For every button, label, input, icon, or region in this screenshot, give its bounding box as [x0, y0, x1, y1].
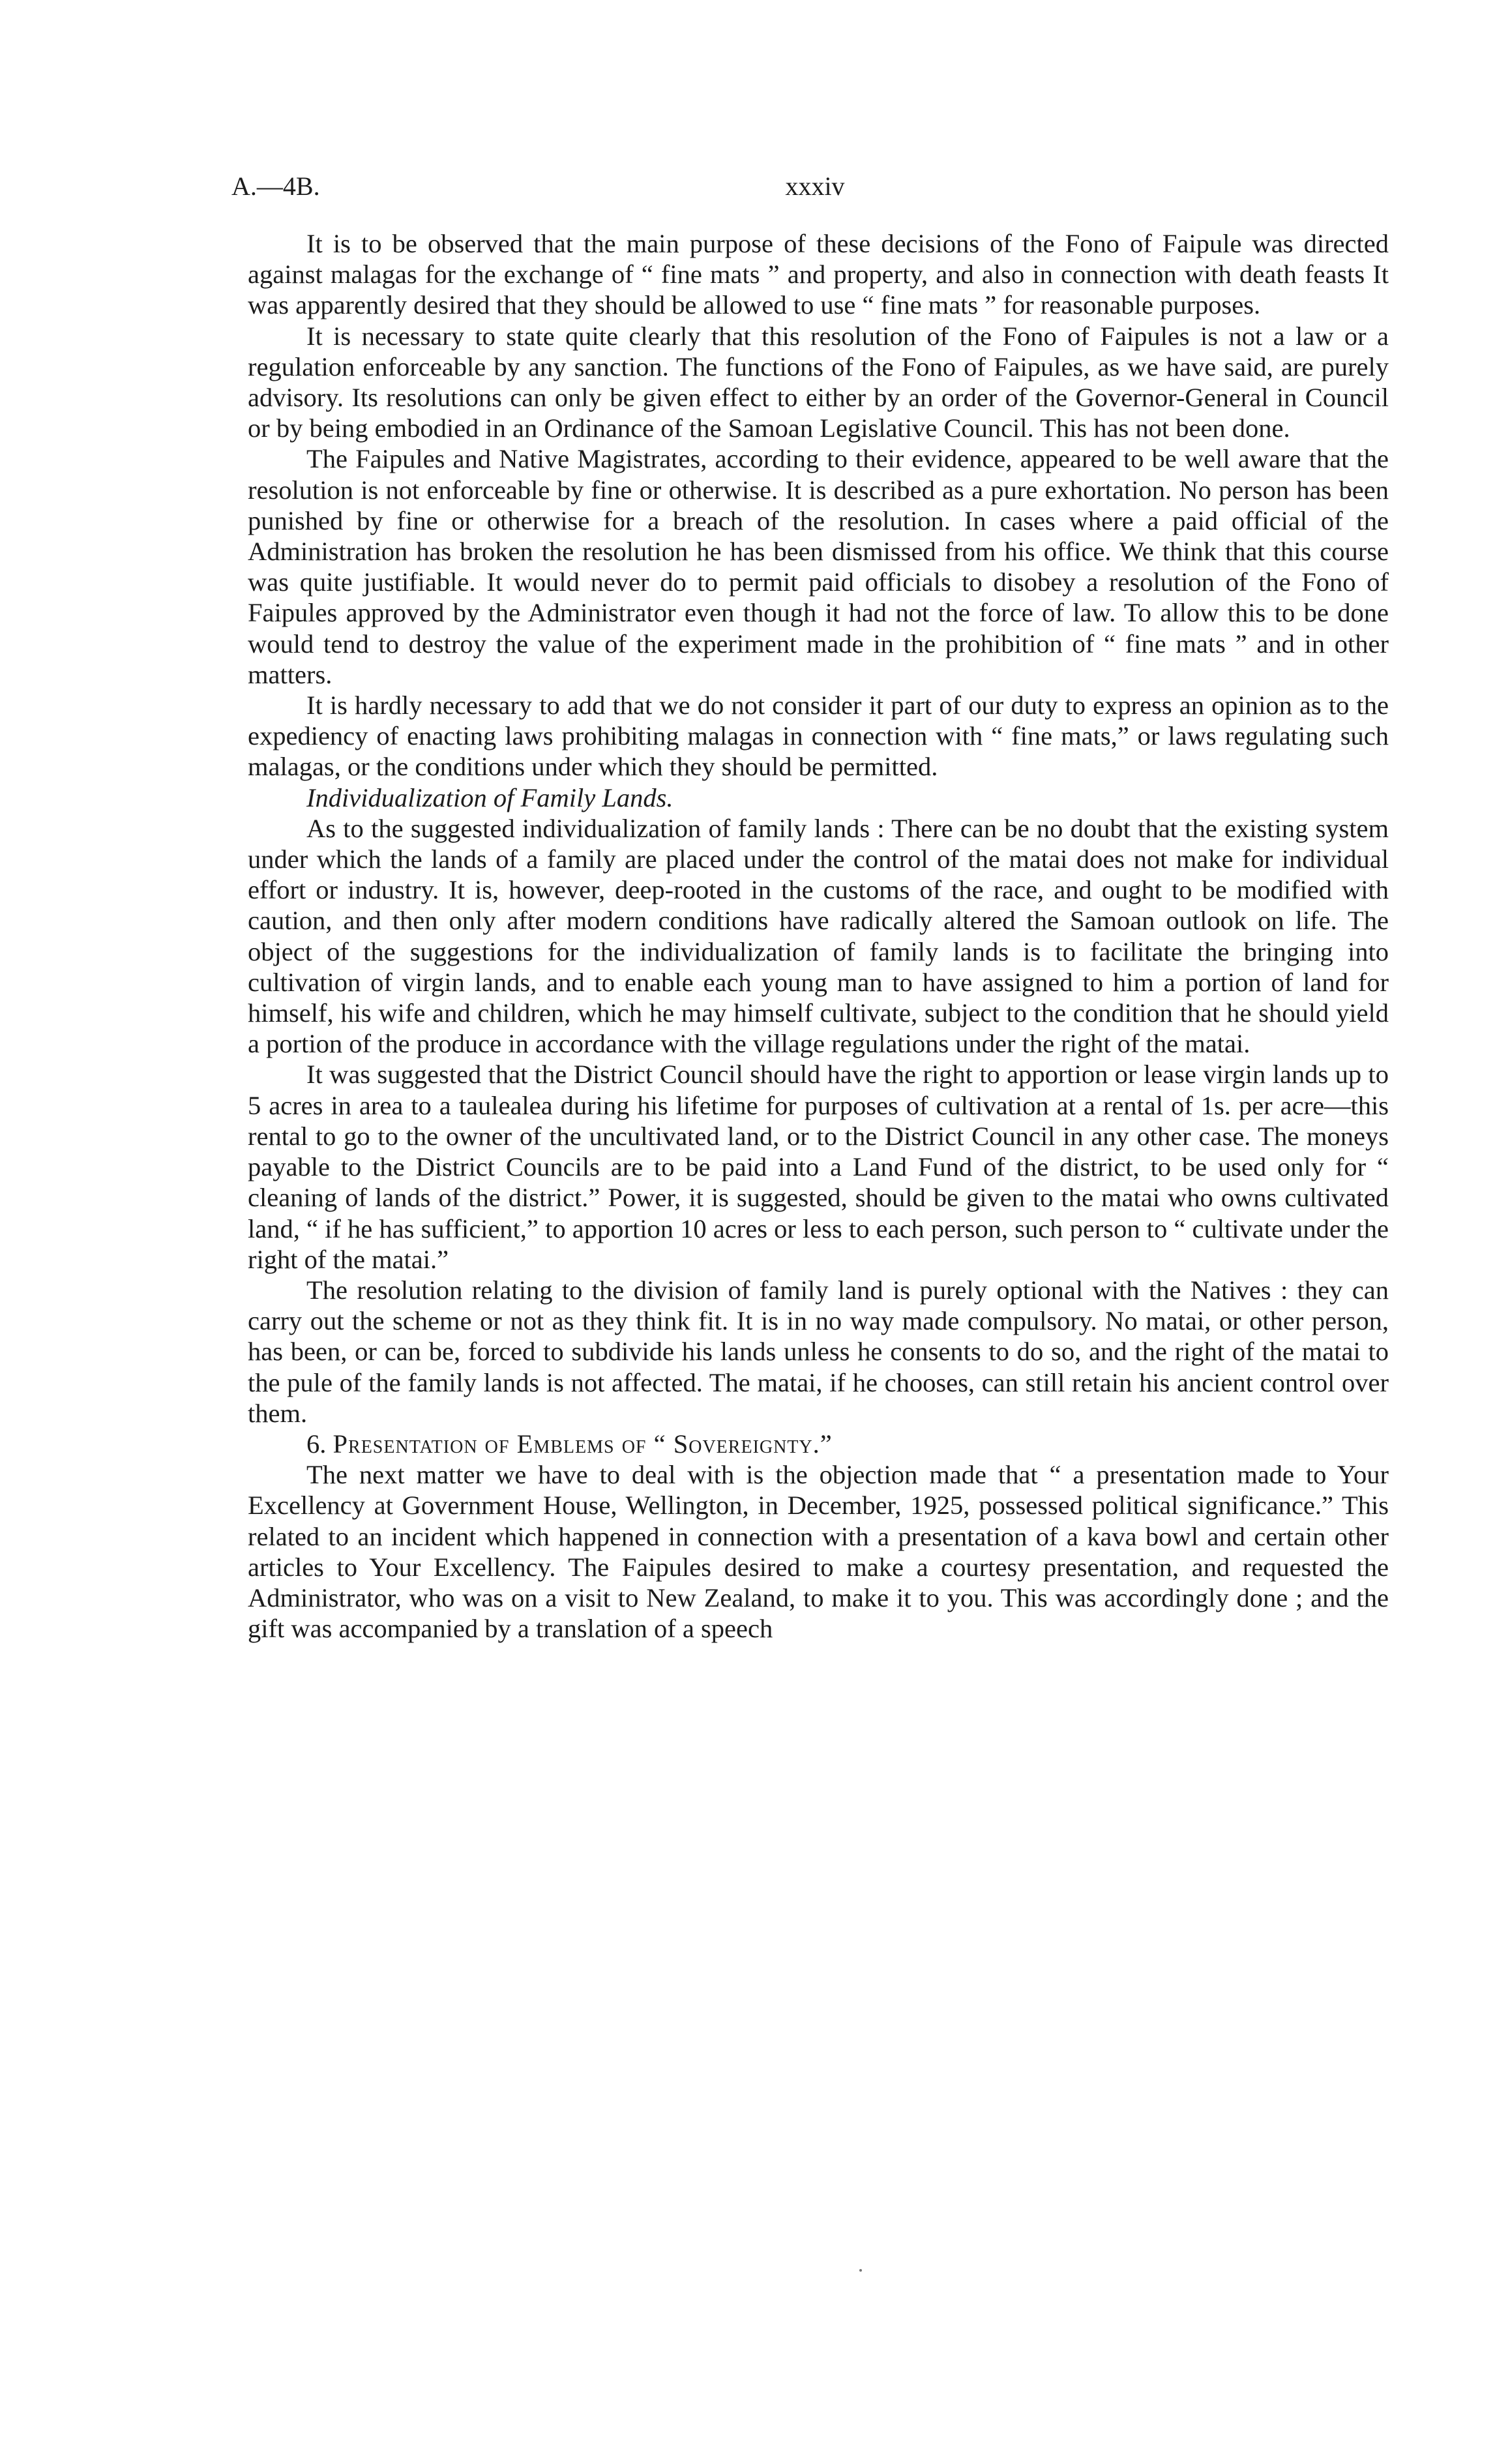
section-number: 6. — [306, 1429, 327, 1459]
paragraph: As to the suggested individualization of family lands : There can be no doubt that the existing system under which the lands of a family are placed under the control of the matai does not make for individual effort or industry. It is, however, deep-rooted in the customs of the race, and ought to be modified with caution, and then only after modern conditions have radically altered the Samoan outlook on life. The object of the suggestions for the individualization of family lands is to facilitate the bringing into cultivation of virgin lands, and to enable each young man to have assigned to him a portion of land for himself, his wife and children, which he may himself cultivate, subject to the condition that he should yield a portion of the produce in accordance with the village regulations under the right of the matai. — [248, 813, 1389, 1059]
section-title: Presentation of Emblems of “ Sovereignty.” — [333, 1429, 833, 1459]
page-number: xxxiv — [785, 171, 845, 201]
section-heading-family-lands: Individualization of Family Lands. — [306, 782, 674, 812]
document-reference: A.—4B. — [231, 171, 320, 201]
paragraph: It is hardly necessary to add that we do not consider it part of our duty to express an opinion as to the expediency of enacting laws prohibiting malagas in connection with “ fine mats,” or laws regulating such malagas, or the conditions under which they should be permitted. — [248, 690, 1389, 782]
page-header — [231, 171, 1399, 207]
paragraph: The Faipules and Native Magistrates, according to their evidence, appeared to be well aware that the resolution is not enforceable by fine or otherwise. It is described as a pure exhortation. No person has been punished by fine or otherwise for a breach of the resolution. In cases where a paid official of the Administration has broken the resolution he has been dismissed from his office. We think that this course was quite justifiable. It would never do to permit paid officials to disobey a resolution of the Fono of Faipules approved by the Administrator even though it had not the force of law. To allow this to be done would tend to destroy the value of the experiment made in the prohibition of “ fine mats ” and in other matters. — [248, 444, 1389, 689]
paragraph: The resolution relating to the division of family land is purely optional with the Natives : they can carry out the scheme or not as they think fit. It is in no way made compulsory. No matai, or other person, has been, or can be, forced to subdivide his lands unless he consents to do so, and the right of the matai to the pule of the family lands is not affected. The matai, if he chooses, can still retain his ancient control over them. — [248, 1275, 1389, 1428]
section-heading-presentation — [248, 1429, 1389, 1459]
print-speck — [859, 2269, 862, 2272]
paragraph: The next matter we have to deal with is the objection made that “ a presentation made to Your Excellency at Government House, Wellington, in December, 1925, possessed political significance.” This related to an incident which happened in connection with a presentation of a kava bowl and certain other articles to Your Excellency. The Faipules desired to make a courtesy presentation, and requested the Administrator, who was on a visit to New Zealand, to make it to you. This was accordingly done ; and the gift was accompanied by a translation of a speech — [248, 1460, 1389, 1644]
document-body — [248, 228, 1389, 1644]
paragraph: It is necessary to state quite clearly that this resolution of the Fono of Faipules is not a law or a regulation enforceable by any sanction. The functions of the Fono of Faipules, as we have said, are purely advisory. Its resolutions can only be given effect to either by an order of the Governor-General in Council or by being embodied in an Ordinance of the Samoan Legislative Council. This has not been done. — [248, 321, 1389, 443]
paragraph: It was suggested that the District Council should have the right to apportion or lease virgin lands up to 5 acres in area to a taulealea during his lifetime for purposes of cultivation at a rental of 1s. per acre—this rental to go to the owner of the uncultivated land, or to the District Council in any other case. The moneys payable to the District Councils are to be paid into a Land Fund of the district, to be used only for “ cleaning of lands of the district.” Power, it is suggested, should be given to the matai who owns cultivated land, “ if he has sufficient,” to apportion 10 acres or less to each person, such person to “ cultivate under the right of the matai.” — [248, 1060, 1389, 1274]
paragraph: It is to be observed that the main purpose of these decisions of the Fono of Faipule was directed against malagas for the exchange of “ fine mats ” and property, and also in connection with death feasts It was apparently desired that they should be allowed to use “ fine mats ” for reasonable purposes. — [248, 229, 1389, 320]
